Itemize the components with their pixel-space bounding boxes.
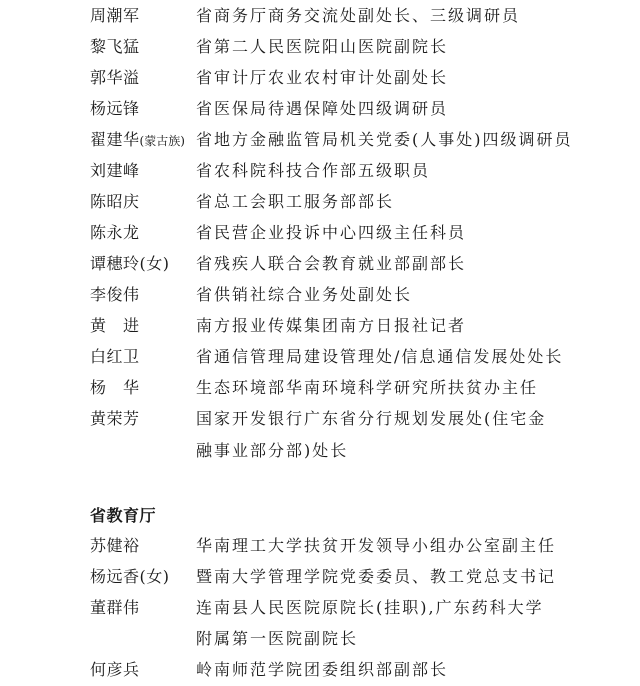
person-title: 省审计厅农业农村审计处副处长 (196, 68, 449, 87)
person-title: 生态环境部华南环境科学研究所扶贫办主任 (196, 378, 539, 397)
person-name: 周潮军 (90, 6, 140, 25)
person-name: 郭华溢 (90, 68, 140, 87)
person-title: 省农科院科技合作部五级职员 (196, 161, 431, 180)
person-name: 陈昭庆 (90, 192, 140, 211)
person-title: 省民营企业投诉中心四级主任科员 (196, 223, 467, 242)
person-name: 白红卫 (90, 347, 140, 366)
person-name: 黎飞猛 (90, 37, 140, 56)
person-title: 暨南大学管理学院党委委员、教工党总支书记 (196, 567, 557, 586)
person-title: 华南理工大学扶贫开发领导小组办公室副主任 (196, 536, 557, 555)
person-name: 杨远香(女) (90, 567, 170, 586)
person-name: 陈永龙 (90, 223, 140, 242)
section-title: 省教育厅 (90, 506, 157, 525)
person-title: 南方报业传媒集团南方日报社记者 (196, 316, 467, 335)
person-name: 杨远锋 (90, 99, 140, 118)
person-name: 翟建华(蒙古族) (90, 130, 185, 149)
person-title: 省地方金融监管局机关党委(人事处)四级调研员 (196, 130, 573, 149)
person-title: 岭南师范学院团委组织部副部长 (196, 660, 449, 679)
person-title: 省商务厅商务交流处副处长、三级调研员 (196, 6, 521, 25)
person-name: 刘建峰 (90, 161, 140, 180)
person-name: 何彦兵 (90, 660, 140, 679)
person-name: 苏健裕 (90, 536, 140, 555)
person-name: 谭穗玲(女) (90, 254, 170, 273)
person-name: 黄 进 (90, 316, 140, 335)
person-name: 黄荣芳 (90, 409, 140, 428)
title-continuation: 附属第一医院副院长 (196, 629, 359, 648)
person-title: 省总工会职工服务部部长 (196, 192, 395, 211)
title-continuation: 融事业部分部)处长 (196, 441, 349, 460)
person-title: 省通信管理局建设管理处/信息通信发展处处长 (196, 347, 564, 366)
person-name: 杨 华 (90, 378, 140, 397)
person-title: 省第二人民医院阳山医院副院长 (196, 37, 449, 56)
person-name: 董群伟 (90, 598, 140, 617)
person-title: 省供销社综合业务处副处长 (196, 285, 413, 304)
person-title: 连南县人民医院原院长(挂职),广东药科大学 (196, 598, 544, 617)
person-name: 李俊伟 (90, 285, 140, 304)
person-title: 省残疾人联合会教育就业部副部长 (196, 254, 467, 273)
person-title: 国家开发银行广东省分行规划发展处(住宅金 (196, 409, 547, 428)
ethnicity-note: (蒙古族) (139, 134, 185, 148)
person-title: 省医保局待遇保障处四级调研员 (196, 99, 449, 118)
